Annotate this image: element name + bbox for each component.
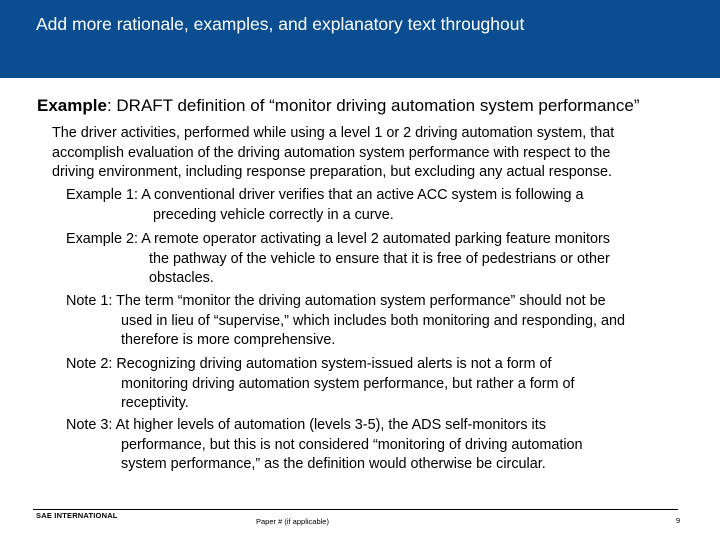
item-line: At higher levels of automation (levels 3-5), the ADS self-monitors its bbox=[115, 417, 546, 433]
item-line: therefore is more comprehensive. bbox=[121, 332, 336, 348]
heading-bold-label: Example bbox=[37, 96, 107, 115]
example-1 bbox=[66, 186, 696, 225]
item-line: A remote operator activating a level 2 automated parking feature monitors bbox=[141, 231, 610, 247]
item-label: Note 1: bbox=[66, 293, 117, 309]
page-number: 9 bbox=[676, 516, 681, 525]
item-label: Note 3: bbox=[66, 417, 116, 433]
item-line: obstacles. bbox=[149, 270, 214, 286]
item-line: performance, but this is not considered “monitoring of driving automation bbox=[121, 436, 583, 453]
slide-header-bar bbox=[0, 0, 720, 78]
slide-title: Add more rationale, examples, and explanatory text throughout bbox=[36, 14, 525, 34]
item-label: Note 2: bbox=[66, 356, 117, 372]
item-label: Example 1: bbox=[66, 187, 142, 203]
item-line: the pathway of the vehicle to ensure that it is free of pedestrians or other bbox=[149, 250, 610, 267]
item-line: The term “monitor the driving automation system performance” should not be bbox=[116, 293, 606, 309]
footer-paper-number: Paper # (if applicable) bbox=[256, 517, 329, 526]
item-line: A conventional driver verifies that an active ACC system is following a bbox=[141, 187, 584, 203]
note-2 bbox=[66, 355, 696, 414]
item-line: used in lieu of “supervise,” which includes both monitoring and responding, and bbox=[121, 312, 625, 329]
item-line: system performance,” as the definition would otherwise be circular. bbox=[121, 456, 546, 472]
note-3 bbox=[66, 416, 696, 475]
footer-org: SAE INTERNATIONAL bbox=[36, 511, 118, 520]
example-2 bbox=[66, 230, 696, 289]
definition-text bbox=[52, 124, 692, 183]
definition-line: driving environment, including response preparation, but excluding any actual response. bbox=[52, 164, 612, 180]
definition-heading bbox=[37, 96, 640, 116]
item-line: monitoring driving automation system performance, but rather a form of bbox=[121, 375, 575, 392]
definition-line: accomplish evaluation of the driving automation system performance with respect to the bbox=[52, 144, 611, 161]
item-label: Example 2: bbox=[66, 231, 142, 247]
item-line: Recognizing driving automation system-issued alerts is not a form of bbox=[116, 356, 552, 372]
note-1 bbox=[66, 292, 696, 351]
item-line: preceding vehicle correctly in a curve. bbox=[153, 206, 394, 223]
item-line: receptivity. bbox=[121, 395, 189, 411]
heading-text: : DRAFT definition of “monitor driving automation system performance” bbox=[106, 96, 640, 115]
definition-line: The driver activities, performed while using a level 1 or 2 driving automation system, that bbox=[52, 125, 615, 141]
footer-divider bbox=[33, 509, 678, 510]
